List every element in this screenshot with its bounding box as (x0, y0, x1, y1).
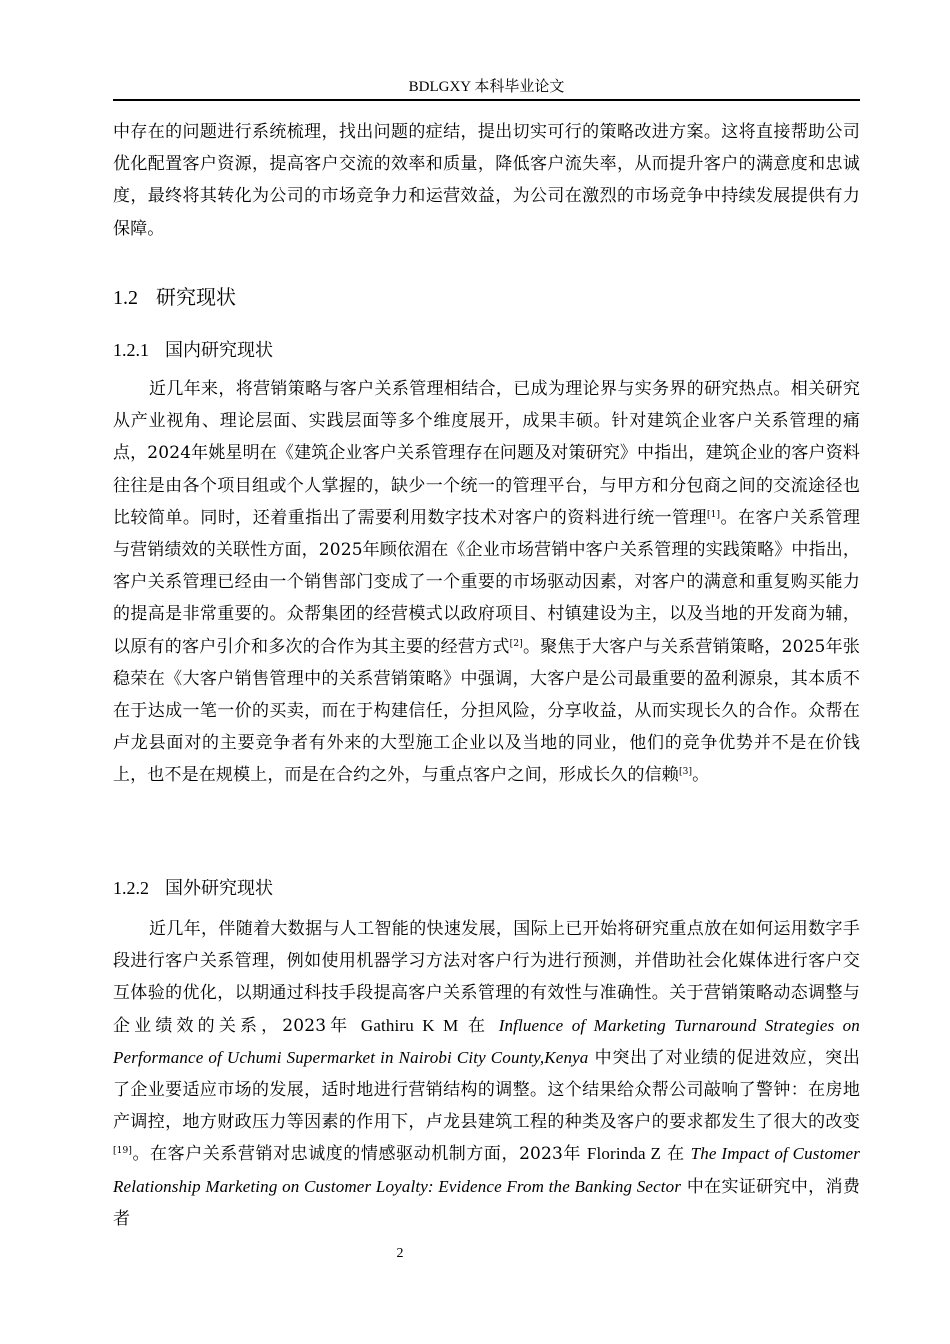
section-title: 研究现状 (156, 285, 236, 309)
paragraph-text: 。在客户关系营销对忠诚度的情感驱动机制方面，2023年 (132, 1144, 587, 1165)
subsection-title: 国内研究现状 (165, 340, 273, 361)
paragraph-text: 在 (661, 1144, 691, 1165)
page-number: 2 (396, 1246, 404, 1261)
subsection-heading-foreign (113, 875, 273, 902)
subsection-number: 1.2.1 (113, 340, 149, 360)
author-name: Florinda Z (586, 1144, 662, 1164)
section-number: 1.2 (113, 287, 138, 309)
cited-title: The Impact of Customer Relationship Marketing on Customer Loyalty: Evidence From the Banking Sector (113, 1144, 860, 1196)
paragraph-text: 。在客户关系管理与营销绩效的关联性方面，2025年顾依湄在《企业市场营销中客户关系管理的实践策略》中指出，客户关系管理已经由一个销售部门变成了一个重要的市场驱动因素，对客户的满意和重复购买能力的提高是非常重要的。众帮集团的经营模式以政府项目、村镇建设为主，以及当地的开发商为辅，以原有的客户引介和多次的合作为其主要的经营方式 (113, 507, 861, 657)
paragraph-text: 在 (458, 1015, 499, 1036)
paragraph-text: 近几年来，将营销策略与客户关系管理相结合，已成为理论界与实务界的研究热点。相关研究从产业视角、理论层面、实践层面等多个维度展开，成果丰硕。针对建筑企业客户关系管理的痛点，2024年姚星明在《建筑企业客户关系管理存在问题及对策研究》中指出，建筑企业的客户资料往往是由各个项目组或个人掌握的，缺少一个统一的管理平台，与甲方和分包商之间的交流途径也比较简单。同时，还着重指出了需要利用数字技术对客户的资料进行统一管理 (113, 379, 861, 528)
header-rule (113, 99, 860, 101)
paragraph-text: 。聚焦于大客户与关系营销策略，2025年张稳荣在《大客户销售管理中的关系营销策略》中强调，大客户是公司最重要的盈利源泉，其本质不在于达成一笔一价的买卖，而在于构建信任，分担风险，分享收益，从而实现长久的合作。众帮在卢龙县面对的主要竞争者有外来的大型施工企业以及当地的同业，他们的竞争优势并不是在价钱上，也不是在规模上，而是在合约之外，与重点客户之间，形成长久的信赖 (113, 636, 860, 786)
section-heading (113, 283, 236, 312)
paragraph-text: 中突出了对业绩的促进效应，突出了企业要适应市场的发展，适时地进行营销结构的调整。这个结果给众帮公司敲响了警钟：在房地产调控，地方财政压力等因素的作用下，卢龙县建筑工程的种类及客户的要求都发生了很大的改变 (113, 1047, 860, 1133)
citation-ref: [3] (678, 767, 693, 778)
paragraph-text: 中在实证研究中，消费者 (113, 1176, 860, 1229)
intro-paragraph: 中存在的问题进行系统梳理，找出问题的症结，提出切实可行的策略改进方案。这将直接帮助公司优化配置客户资源，提高客户交流的效率和质量，降低客户流失率，从而提升客户的满意度和忠诚度，最终将其转化为公司的市场竞争力和运营效益，为公司在激烈的市场竞争中持续发展提供有力保障。 (113, 122, 860, 239)
subsection-heading-domestic (113, 337, 273, 364)
foreign-research-paragraph (113, 913, 860, 1235)
subsection-title: 国外研究现状 (165, 878, 273, 899)
domestic-research-paragraph (113, 373, 860, 792)
cited-title: Influence of Marketing Turnaround Strategies on Performance of Uchumi Supermarket in Nairobi City County,Kenya (113, 1015, 860, 1067)
paragraph-text: 近几年，伴随着大数据与人工智能的快速发展，国际上已开始将研究重点放在如何运用数字手段进行客户关系管理，例如使用机器学习方法对客户行为进行预测，并借助社会化媒体进行客户交互体验的优化，以期通过科技手段提高客户关系管理的有效性与准确性。关于营销策略动态调整与企业绩效的关系，2023年 (113, 919, 860, 1036)
paragraph-text: 。 (692, 765, 710, 786)
citation-ref: [1] (707, 509, 721, 520)
author-name: Gathiru K M (360, 1015, 459, 1035)
citation-ref: [19] (113, 1146, 133, 1157)
subsection-number: 1.2.2 (113, 878, 149, 898)
citation-ref: [2] (509, 638, 523, 649)
running-header: BDLGXY 本科毕业论文 (408, 79, 565, 95)
